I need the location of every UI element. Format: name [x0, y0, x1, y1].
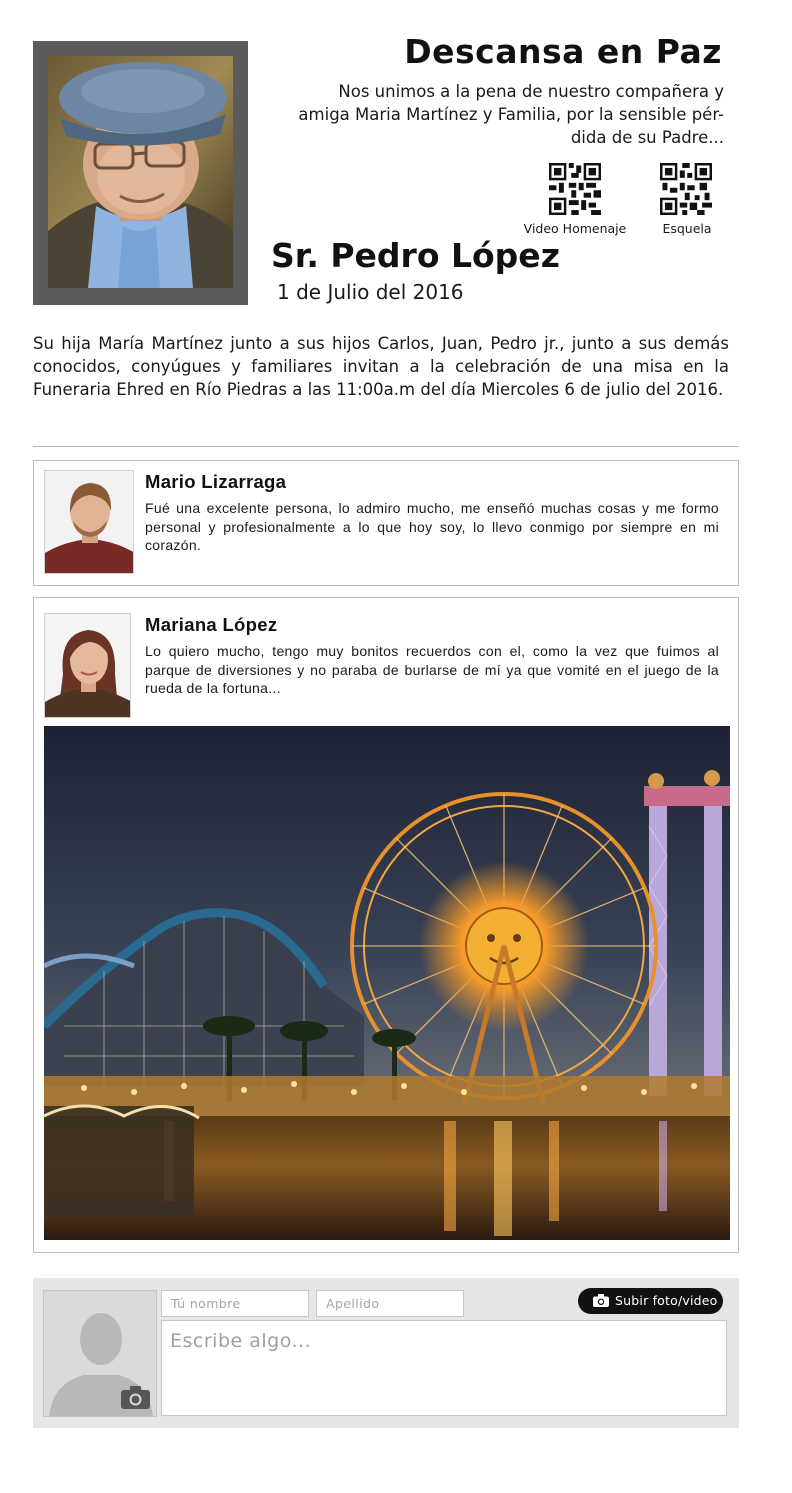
qr-esquela-label: Esquela [662, 221, 712, 236]
upload-media-label: Subir foto/video [615, 1293, 718, 1308]
upload-media-button[interactable] [578, 1288, 723, 1314]
comment-card [33, 597, 739, 1253]
comment-author: Mariana López [145, 614, 278, 635]
deceased-date: 1 de Julio del 2016 [277, 280, 464, 304]
first-name-input[interactable] [161, 1290, 309, 1317]
camera-icon [593, 1294, 609, 1307]
camera-icon[interactable] [121, 1386, 150, 1409]
avatar [44, 470, 134, 574]
comment-text: Fué una excelente persona, lo admiro mucho, me enseñó muchas cosas y me formo personal y profesionalmente a lo que hoy soy, lo llevo conmigo por siempre en mi corazón. [145, 500, 719, 553]
comment-card [33, 460, 739, 586]
qr-video-label: Video Homenaje [523, 221, 627, 236]
invitation-text: Su hija María Martínez junto a sus hijos Carlos, Juan, Pedro jr., junto a sus demás conocidos, conyúgues y familiares invitan a la celebración de una misa en la Funeraria Ehred en Río Piedras a las 11:00a.m del día Miercoles 6 de julio del 2016. [33, 334, 729, 399]
qr-code-icon[interactable] [549, 163, 601, 215]
divider [33, 446, 739, 447]
page-title: Descansa en Paz [404, 32, 722, 71]
last-name-input[interactable] [316, 1290, 464, 1317]
deceased-name: Sr. Pedro López [271, 236, 560, 275]
condolence-line: amiga Maria Martínez y Familia, por la sensible pér- [298, 105, 724, 124]
qr-code-icon[interactable] [660, 163, 712, 215]
condolence-line: Nos unimos a la pena de nuestro compañera y [338, 82, 724, 101]
comment-text: Lo quiero mucho, tengo muy bonitos recuerdos con el, como la vez que fuimos al parque de diversiones y no paraba de burlarse de mí ya que vomité en el juego de la rueda de la fortuna... [145, 643, 719, 696]
user-silhouette-icon[interactable] [43, 1290, 157, 1417]
condolence-line: dida de su Padre... [570, 128, 724, 147]
message-input[interactable] [161, 1320, 727, 1416]
deceased-portrait-frame [33, 41, 248, 305]
comment-composer [33, 1278, 739, 1428]
avatar [44, 613, 131, 718]
condolence-message [268, 80, 724, 149]
deceased-portrait [48, 56, 233, 288]
comment-author: Mario Lizarraga [145, 471, 287, 492]
amusement-park-photo[interactable] [44, 726, 730, 1240]
